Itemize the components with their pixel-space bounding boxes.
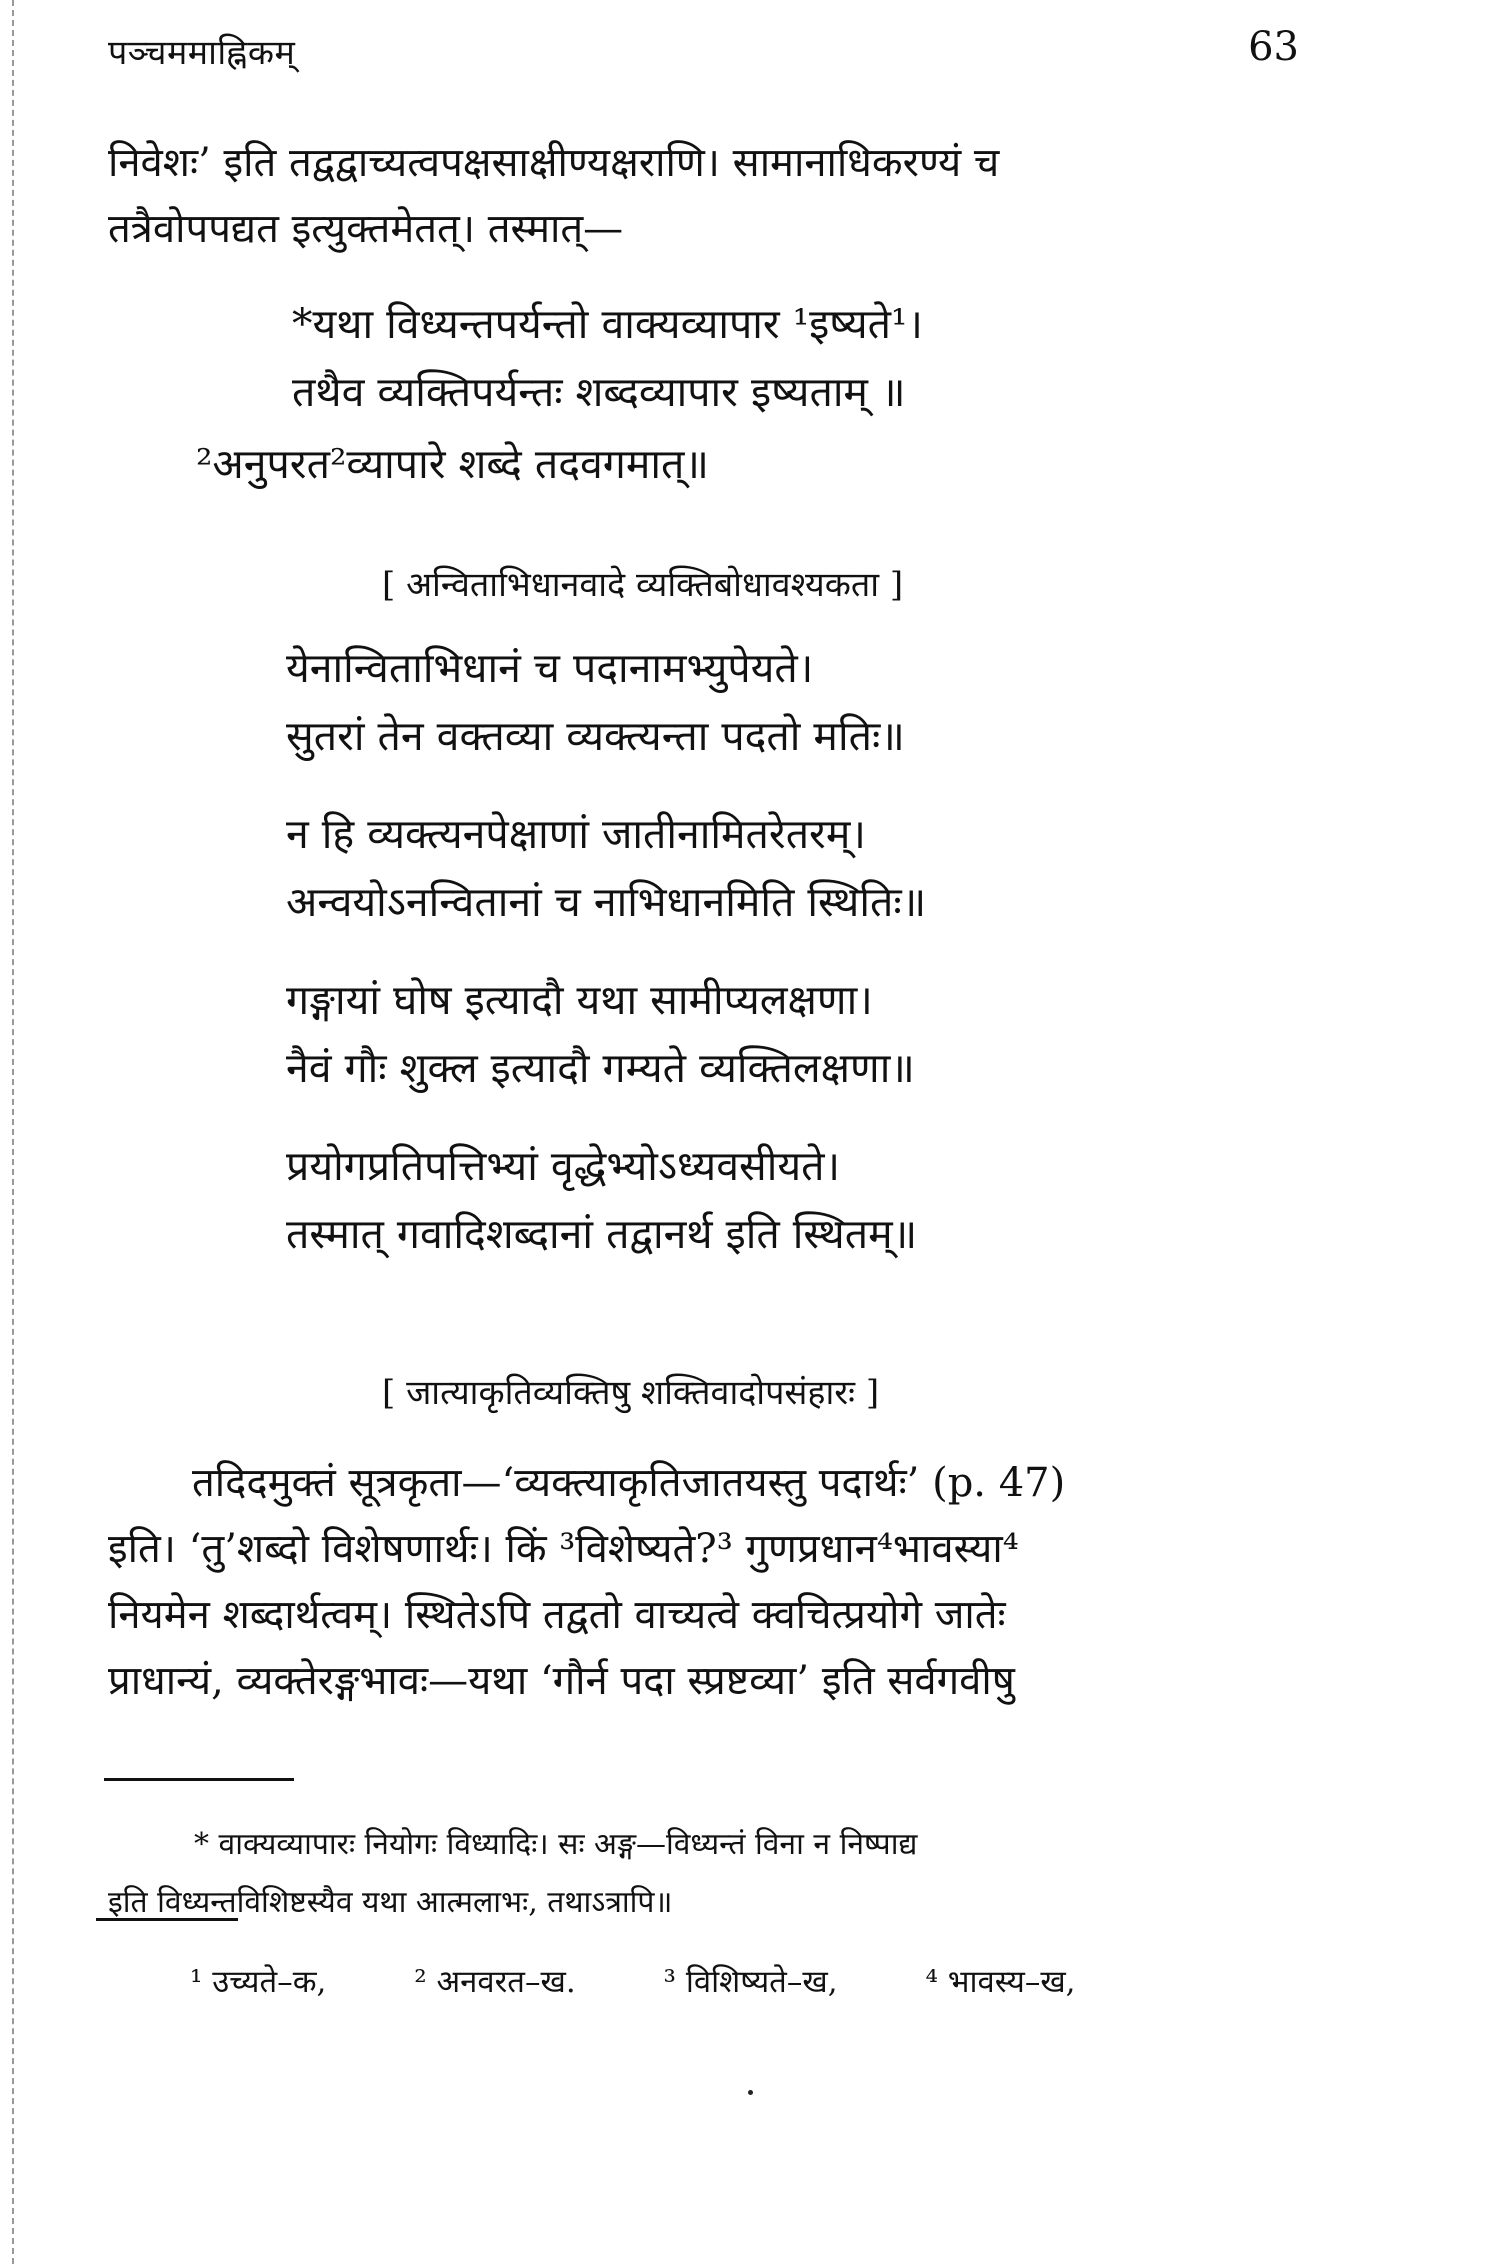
verse-1-line-1: *यथा विध्यन्तपर्यन्तो वाक्यव्यापार ¹इष्यते¹। (292, 300, 923, 348)
verse-5-line-2: तस्मात् गवादिशब्दानां तद्वानर्थ इति स्थितम्॥ (286, 1210, 918, 1258)
footnote-star (108, 1816, 1308, 1932)
footnote-divider-1 (104, 1778, 294, 1781)
paragraph-3 (108, 1450, 1308, 1714)
footnote-divider-2 (96, 1918, 238, 1921)
verse-2 (286, 634, 905, 770)
paragraph-1 (108, 130, 1308, 262)
verse-4-line-2: नैवं गौः शुक्ल इत्यादौ गम्यते व्यक्तिलक्षणा॥ (286, 1044, 915, 1092)
footnote-star-line-2: इति विध्यन्तविशिष्टस्यैव यथा आत्मलाभः, तथाऽत्रापि॥ (108, 1885, 673, 1920)
paragraph-2 (196, 430, 709, 498)
verse-4 (286, 966, 915, 1102)
variant-reading: ³ विशिष्यते–ख, (663, 1964, 838, 2000)
paragraph-1-line-2: तत्रैवोपपद्यत इत्युक्तमेतत्। तस्मात्— (108, 206, 624, 252)
verse-2-line-2: सुतरां तेन वक्तव्या व्यक्त्यन्ता पदतो मतिः॥ (286, 712, 905, 760)
page-number: 63 (1248, 24, 1299, 70)
page-speck (748, 2090, 753, 2095)
verse-3-line-1: न हि व्यक्त्यनपेक्षाणां जातीनामितरेतरम्। (286, 810, 866, 858)
verse-5-line-1: प्रयोगप्रतिपत्तिभ्यां वृद्धेभ्योऽध्यवसीयते। (286, 1142, 841, 1190)
paragraph-3-line-1: तदिदमुक्तं सूत्रकृता—‘व्यक्त्याकृतिजातयस्तु पदार्थः’ (p. 47) (192, 1460, 1066, 1506)
verse-1 (292, 290, 923, 426)
verse-3 (286, 800, 926, 936)
variant-reading: ¹ उच्यते–क, (190, 1964, 327, 2000)
section-heading-1: [ अन्विताभिधानवादे व्यक्तिबोधावश्यकता ] (382, 565, 904, 605)
paragraph-2-line-1: ²अनुपरत²व्यापारे शब्दे तदवगमात्॥ (196, 440, 709, 488)
verse-2-line-1: येनान्विताभिधानं च पदानामभ्युपेयते। (286, 644, 814, 692)
verse-4-line-1: गङ्गायां घोष इत्यादौ यथा सामीप्यलक्षणा। (286, 976, 873, 1024)
verse-1-line-2: तथैव व्यक्तिपर्यन्तः शब्दव्यापार इष्यताम् ॥ (292, 368, 906, 416)
page-edge-line (12, 0, 14, 2264)
section-heading-2: [ जात्याकृतिव्यक्तिषु शक्तिवादोपसंहारः ] (382, 1373, 880, 1413)
paragraph-3-line-2: इति। ‘तु’शब्दो विशेषणार्थः। किं ³विशेष्यते?³ गुणप्रधान⁴भावस्या⁴ (108, 1526, 1019, 1572)
variant-reading: ⁴ भावस्य–ख, (925, 1964, 1076, 2000)
variant-reading: ² अनवरत–ख. (414, 1964, 576, 2000)
running-title: पञ्चममाह्निकम् (108, 33, 296, 73)
verse-5 (286, 1132, 917, 1268)
variant-readings (190, 1960, 1154, 2002)
footnote-star-line-1: * वाक्यव्यापारः नियोगः विध्यादिः। सः अङ्ग—विध्यन्तं विना न निष्पाद्य (194, 1827, 918, 1862)
paragraph-3-line-3: नियमेन शब्दार्थत्वम्। स्थितेऽपि तद्वतो वाच्यत्वे क्वचित्प्रयोगे जातेः (108, 1592, 1006, 1638)
paragraph-3-line-4: प्राधान्यं, व्यक्तेरङ्गभावः—यथा ‘गौर्न पदा स्प्रष्टव्या’ इति सर्वगवीषु (108, 1658, 1015, 1704)
verse-3-line-2: अन्वयोऽनन्वितानां च नाभिधानमिति स्थितिः॥ (286, 878, 927, 926)
paragraph-1-line-1: निवेशः’ इति तद्वद्वाच्यत्वपक्षसाक्षीण्यक्षराणि। सामानाधिकरण्यं च (108, 140, 1000, 186)
